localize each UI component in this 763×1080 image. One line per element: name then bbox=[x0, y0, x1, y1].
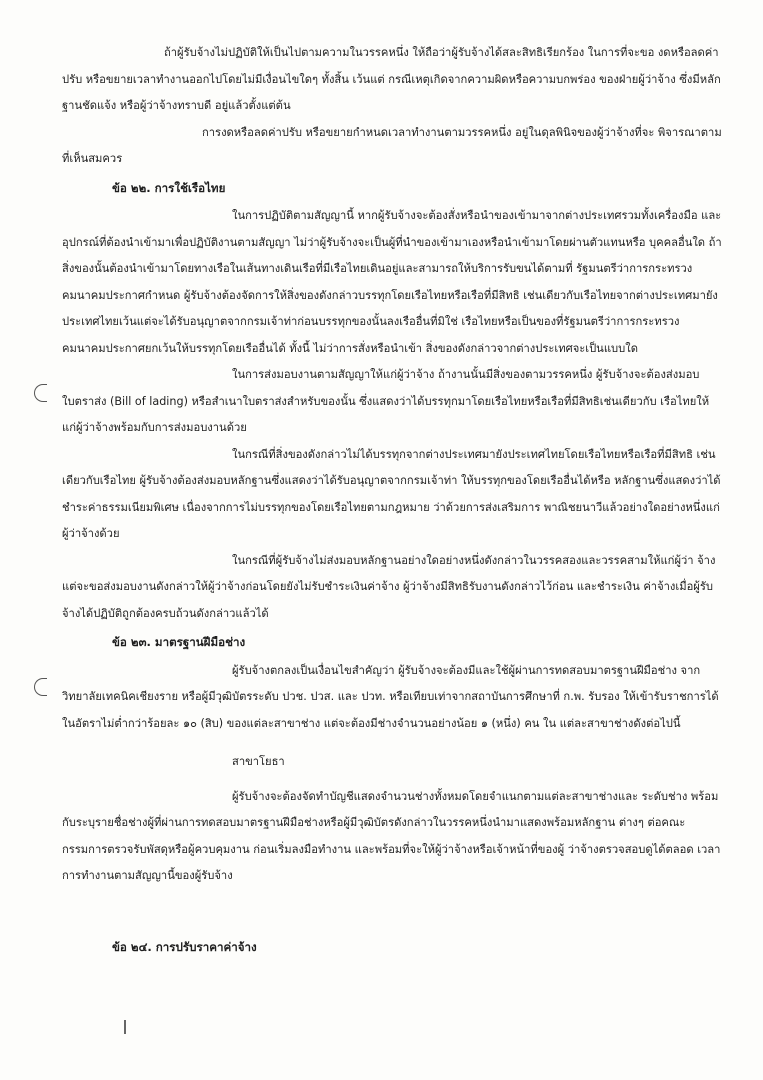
paragraph: ผู้รับจ้างตกลงเป็นเงื่อนไขสำคัญว่า ผู้รับจ้างจะต้องมีและใช้ผู้ผ่านการทดสอบมาตรฐานฝีมือช่าง จาก วิทยาลัยเทคนิคเชียงราย หรือผู้มีวุฒิบัตรระดับ ปวช. ปวส. และ ปวท. หรือเทียบเท่าจากสถาบันการศึกษาที่ ก.พ. รับรอง ให้เข้ารับราชการได้ ในอัตราไม่ต่ำกว่าร้อยละ ๑๐ (สิบ) ของแต่ละสาขาช่าง แต่จะต้องมีช่างจำนวนอย่างน้อย ๑ (หนึ่ง) คน ใน แต่ละสาขาช่างดังต่อไปนี้ bbox=[62, 663, 719, 730]
paragraph: ในกรณีที่ผู้รับจ้างไม่ส่งมอบหลักฐานอย่างใดอย่างหนึ่งดังกล่าวในวรรคสองและวรรคสามให้แก่ผู้ว่า จ้างแต่จะขอส่งมอบงานดังกล่าวให้ผู้ว่าจ้างก่อนโดยยังไม่รับชำระเงินค่าจ้าง ผู้ว่าจ้างมีสิทธิรับงานดังกล่าวไว้ก่อน และชำระเงิน ค่าจ้างเมื่อผู้รับจ้างได้ปฏิบัติถูกต้องครบถ้วนดังกล่าวแล้วได้ bbox=[62, 553, 716, 620]
paragraph: ถ้าผู้รับจ้างไม่ปฏิบัติให้เป็นไปตามความในวรรคหนึ่ง ให้ถือว่าผู้รับจ้างได้สละสิทธิเรียกร้อง ในการที่จะขอ งดหรือลดค่าปรับ หรือขยายเวลาทำงานออกไปโดยไม่มีเงื่อนไขใดๆ ทั้งสิ้น เว้นแต่ กรณีเหตุเกิดจากความผิดหรือความบกพร่อง ของฝ่ายผู้ว่าจ้าง ซึ่งมีหลักฐานชัดแจ้ง หรือผู้ว่าจ้างทราบดี อยู่แล้วตั้งแต่ต้น bbox=[62, 46, 721, 112]
spacer bbox=[62, 890, 722, 932]
punch-hole-mark bbox=[34, 384, 47, 402]
paragraph: ผู้รับจ้างจะต้องจัดทำบัญชีแสดงจำนวนช่างทั้งหมดโดยจำแนกตามแต่ละสาขาช่างและ ระดับช่าง พร้อมกับระบุรายชื่อช่างผู้ที่ผ่านการทดสอบมาตรฐานฝีมือช่างหรือผู้มีวุฒิบัตรดังกล่าวในวรรคหนึ่งนำมาแสดงพร้อมหลักฐาน ต่างๆ ต่อคณะกรรมการตรวจรับพัสดุหรือผู้ควบคุมงาน ก่อนเริ่มลงมือทำงาน และพร้อมที่จะให้ผู้ว่าจ้างหรือเจ้าหน้าที่ของผู้ ว่าจ้างตรวจสอบดูได้ตลอด เวลาการทำงานตามสัญญานี้ของผู้รับจ้าง bbox=[62, 789, 721, 882]
section-heading: ข้อ ๒๔. การปรับราคาค่าจ้าง bbox=[112, 939, 257, 954]
trade-label: สาขาโยธา bbox=[232, 755, 285, 768]
section-heading: ข้อ ๒๓. มาตรฐานฝีมือช่าง bbox=[112, 635, 246, 649]
section-heading: ข้อ ๒๒. การใช้เรือไทย bbox=[112, 180, 226, 195]
paragraph: ในการปฏิบัติตามสัญญานี้ หากผู้รับจ้างจะต้องสั่งหรือนำของเข้ามาจากต่างประเทศรวมทั้งเครื่องมือ และอุปกรณ์ที่ต้องนำเข้ามาเพื่อปฏิบัติงานตามสัญญา ไม่ว่าผู้รับจ้างจะเป็นผู้ที่นำของเข้ามาเองหรือนำเข้ามาโดยผ่านตัวแทนหรือ บุคคลอื่นใด ถ้าสิ่งของนั้นต้องนำเข้ามาโดยทางเรือในเส้นทางเดินเรือที่มีเรือไทยเดินอยู่และสามารถให้บริการรับขนได้ตามที่ รัฐมนตรีว่าการกระทรวงคมนาคมประกาศกำหนด ผู้รับจ้างต้องจัดการให้สิ่งของดังกล่าวบรรทุกโดยเรือไทยหรือเรือที่มีสิทธิ เช่นเดียวกับเรือไทยจากต่างประเทศมายังประเทศไทยเว้นแต่จะได้รับอนุญาตจากกรมเจ้าท่าก่อนบรรทุกของนั้นลงเรืออื่นที่มิใช่ เรือไทยหรือเป็นของที่รัฐมนตรีว่าการกระทรวงคมนาคมประกาศยกเว้นให้บรรทุกโดยเรืออื่นได้ ทั้งนี้ ไม่ว่าการสั่งหรือนำเข้า สิ่งของดังกล่าวจากต่างประเทศจะเป็นแบบใด bbox=[62, 209, 722, 355]
paragraph: ในการส่งมอบงานตามสัญญาให้แก่ผู้ว่าจ้าง ถ้างานนั้นมีสิ่งของตามวรรคหนึ่ง ผู้รับจ้างจะต้องส่งมอบ ใบตราส่ง (Bill of lading) หรือสำเนาใบตราส่งสำหรับของนั้น ซึ่งแสดงว่าได้บรรทุกมาโดยเรือไทยหรือเรือที่มีสิทธิเช่นเดียวกับ เรือไทยให้แก่ผู้ว่าจ้างพร้อมกับการส่งมอบงานด้วย bbox=[62, 368, 710, 434]
document-body bbox=[62, 40, 722, 962]
scan-mark bbox=[124, 1020, 126, 1034]
paragraph: ในกรณีที่สิ่งของดังกล่าวไม่ได้บรรทุกจากต่างประเทศมายังประเทศไทยโดยเรือไทยหรือเรือที่มีสิทธิ เช่นเดียวกับเรือไทย ผู้รับจ้างต้องส่งมอบหลักฐานซึ่งแสดงว่าได้รับอนุญาตจากกรมเจ้าท่า ให้บรรทุกของโดยเรืออื่นได้หรือ หลักฐานซึ่งแสดงว่าได้ชำระค่าธรรมเนียมพิเศษ เนื่องจากการไม่บรรทุกของโดยเรือไทยตามกฎหมาย ว่าด้วยการส่งเสริมการ พาณิชยนาวีแล้วอย่างใดอย่างหนึ่งแก่ผู้ว่าจ้างด้วย bbox=[62, 447, 721, 540]
paragraph: การงดหรือลดค่าปรับ หรือขยายกำหนดเวลาทำงานตามวรรคหนึ่ง อยู่ในดุลพินิจของผู้ว่าจ้างที่จะ พิจารณาตามที่เห็นสมควร bbox=[62, 125, 722, 165]
punch-hole-mark bbox=[34, 678, 47, 696]
